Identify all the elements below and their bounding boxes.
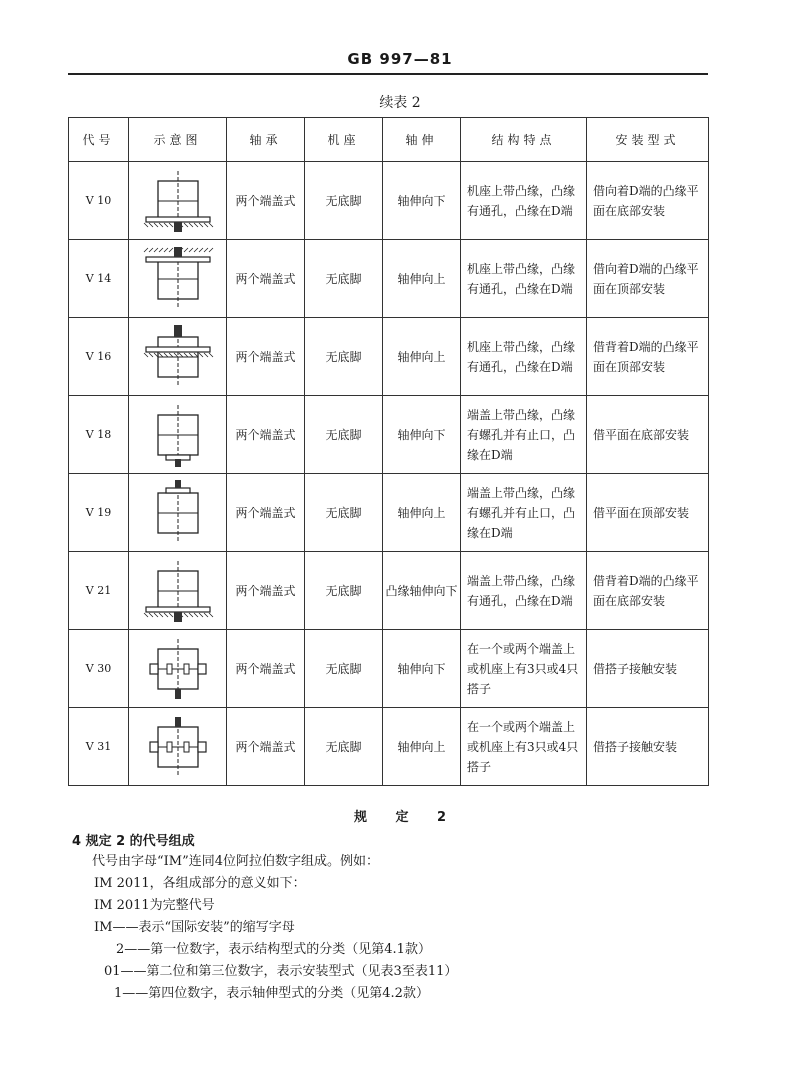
- cell-code: V 19: [69, 474, 129, 552]
- cell-mounting: 借搭子接触安装: [587, 708, 709, 786]
- cell-figure: [129, 240, 227, 318]
- clause-heading: 4 规定 2 的代号组成: [72, 834, 195, 849]
- cell-shaft: 轴伸向下: [383, 396, 461, 474]
- cell-mounting: 借向着D端的凸缘平面在底部安装: [587, 162, 709, 240]
- para-line-1: 代号由字母“IM”连同4位阿拉伯数字组成。例如：: [92, 854, 380, 869]
- para-line-7: 1——第四位数字，表示轴伸型式的分类（见第4.2款）: [114, 986, 429, 1001]
- cell-code: V 21: [69, 552, 129, 630]
- section-title: 规 定 2: [353, 810, 447, 825]
- table-title: 续表 2: [379, 95, 421, 111]
- cell-frame: 无底脚: [305, 708, 383, 786]
- header-rule: [68, 73, 708, 75]
- cell-feature: 在一个或两个端盖上或机座上有3只或4只搭子: [461, 630, 587, 708]
- cell-figure: [129, 708, 227, 786]
- table-header-row: [69, 118, 709, 162]
- cell-bearing: 两个端盖式: [227, 552, 305, 630]
- cell-shaft: 轴伸向上: [383, 708, 461, 786]
- cell-feature: 机座上带凸缘，凸缘有通孔，凸缘在D端: [461, 162, 587, 240]
- cell-frame: 无底脚: [305, 240, 383, 318]
- cell-shaft: 轴伸向下: [383, 162, 461, 240]
- standard-code: GB 997—81: [347, 50, 453, 68]
- cell-bearing: 两个端盖式: [227, 630, 305, 708]
- col-header-bearing: 轴承: [227, 118, 305, 162]
- cell-figure: [129, 318, 227, 396]
- cell-mounting: 借平面在底部安装: [587, 396, 709, 474]
- para-line-6: 01——第二位和第三位数字，表示安装型式（见表3至表11）: [104, 964, 458, 979]
- mounting-schematic: [140, 323, 216, 391]
- mounting-schematic: [140, 557, 216, 625]
- cell-shaft: 轴伸向上: [383, 474, 461, 552]
- mounting-schematic: [140, 479, 216, 547]
- cell-code: V 31: [69, 708, 129, 786]
- cell-mounting: 借向着D端的凸缘平面在顶部安装: [587, 240, 709, 318]
- col-header-code: 代号: [69, 118, 129, 162]
- col-header-figure: 示意图: [129, 118, 227, 162]
- cell-code: V 14: [69, 240, 129, 318]
- cell-frame: 无底脚: [305, 162, 383, 240]
- cell-bearing: 两个端盖式: [227, 474, 305, 552]
- cell-figure: [129, 162, 227, 240]
- para-line-4: IM——表示“国际安装”的缩写字母: [94, 920, 295, 935]
- col-header-frame: 机座: [305, 118, 383, 162]
- cell-bearing: 两个端盖式: [227, 396, 305, 474]
- table-row: [69, 630, 709, 708]
- para-line-3: IM 2011为完整代号: [94, 898, 215, 913]
- mounting-schematic: [140, 635, 216, 703]
- cell-feature: 端盖上带凸缘，凸缘有通孔，凸缘在D端: [461, 552, 587, 630]
- cell-shaft: 轴伸向上: [383, 318, 461, 396]
- cell-frame: 无底脚: [305, 318, 383, 396]
- cell-bearing: 两个端盖式: [227, 162, 305, 240]
- col-header-feature: 结构特点: [461, 118, 587, 162]
- cell-bearing: 两个端盖式: [227, 240, 305, 318]
- cell-frame: 无底脚: [305, 630, 383, 708]
- cell-mounting: 借背着D端的凸缘平面在顶部安装: [587, 318, 709, 396]
- col-header-shaft: 轴伸: [383, 118, 461, 162]
- cell-figure: [129, 630, 227, 708]
- table-row: [69, 240, 709, 318]
- cell-bearing: 两个端盖式: [227, 318, 305, 396]
- table-row: [69, 318, 709, 396]
- mounting-schematic: [140, 245, 216, 313]
- table-row: [69, 396, 709, 474]
- cell-code: V 16: [69, 318, 129, 396]
- mounting-schematic: [140, 167, 216, 235]
- cell-figure: [129, 474, 227, 552]
- installation-table: [68, 117, 709, 786]
- table-row: [69, 162, 709, 240]
- col-header-mounting: 安装型式: [587, 118, 709, 162]
- cell-code: V 18: [69, 396, 129, 474]
- cell-shaft: 凸缘轴伸向下: [383, 552, 461, 630]
- cell-figure: [129, 396, 227, 474]
- table-row: [69, 474, 709, 552]
- cell-feature: 机座上带凸缘，凸缘有通孔，凸缘在D端: [461, 318, 587, 396]
- cell-bearing: 两个端盖式: [227, 708, 305, 786]
- cell-mounting: 借搭子接触安装: [587, 630, 709, 708]
- cell-code: V 30: [69, 630, 129, 708]
- cell-shaft: 轴伸向下: [383, 630, 461, 708]
- table-row: [69, 708, 709, 786]
- cell-mounting: 借平面在顶部安装: [587, 474, 709, 552]
- cell-feature: 在一个或两个端盖上或机座上有3只或4只搭子: [461, 708, 587, 786]
- mounting-schematic: [140, 401, 216, 469]
- para-line-5: 2——第一位数字，表示结构型式的分类（见第4.1款）: [116, 942, 431, 957]
- cell-feature: 机座上带凸缘，凸缘有通孔，凸缘在D端: [461, 240, 587, 318]
- cell-feature: 端盖上带凸缘，凸缘有螺孔并有止口，凸缘在D端: [461, 474, 587, 552]
- cell-frame: 无底脚: [305, 552, 383, 630]
- mounting-schematic: [140, 713, 216, 781]
- cell-figure: [129, 552, 227, 630]
- cell-mounting: 借背着D端的凸缘平面在底部安装: [587, 552, 709, 630]
- cell-code: V 10: [69, 162, 129, 240]
- cell-frame: 无底脚: [305, 474, 383, 552]
- cell-frame: 无底脚: [305, 396, 383, 474]
- cell-feature: 端盖上带凸缘，凸缘有螺孔并有止口，凸缘在D端: [461, 396, 587, 474]
- cell-shaft: 轴伸向上: [383, 240, 461, 318]
- table-row: [69, 552, 709, 630]
- para-line-2: IM 2011，各组成部分的意义如下：: [94, 876, 306, 891]
